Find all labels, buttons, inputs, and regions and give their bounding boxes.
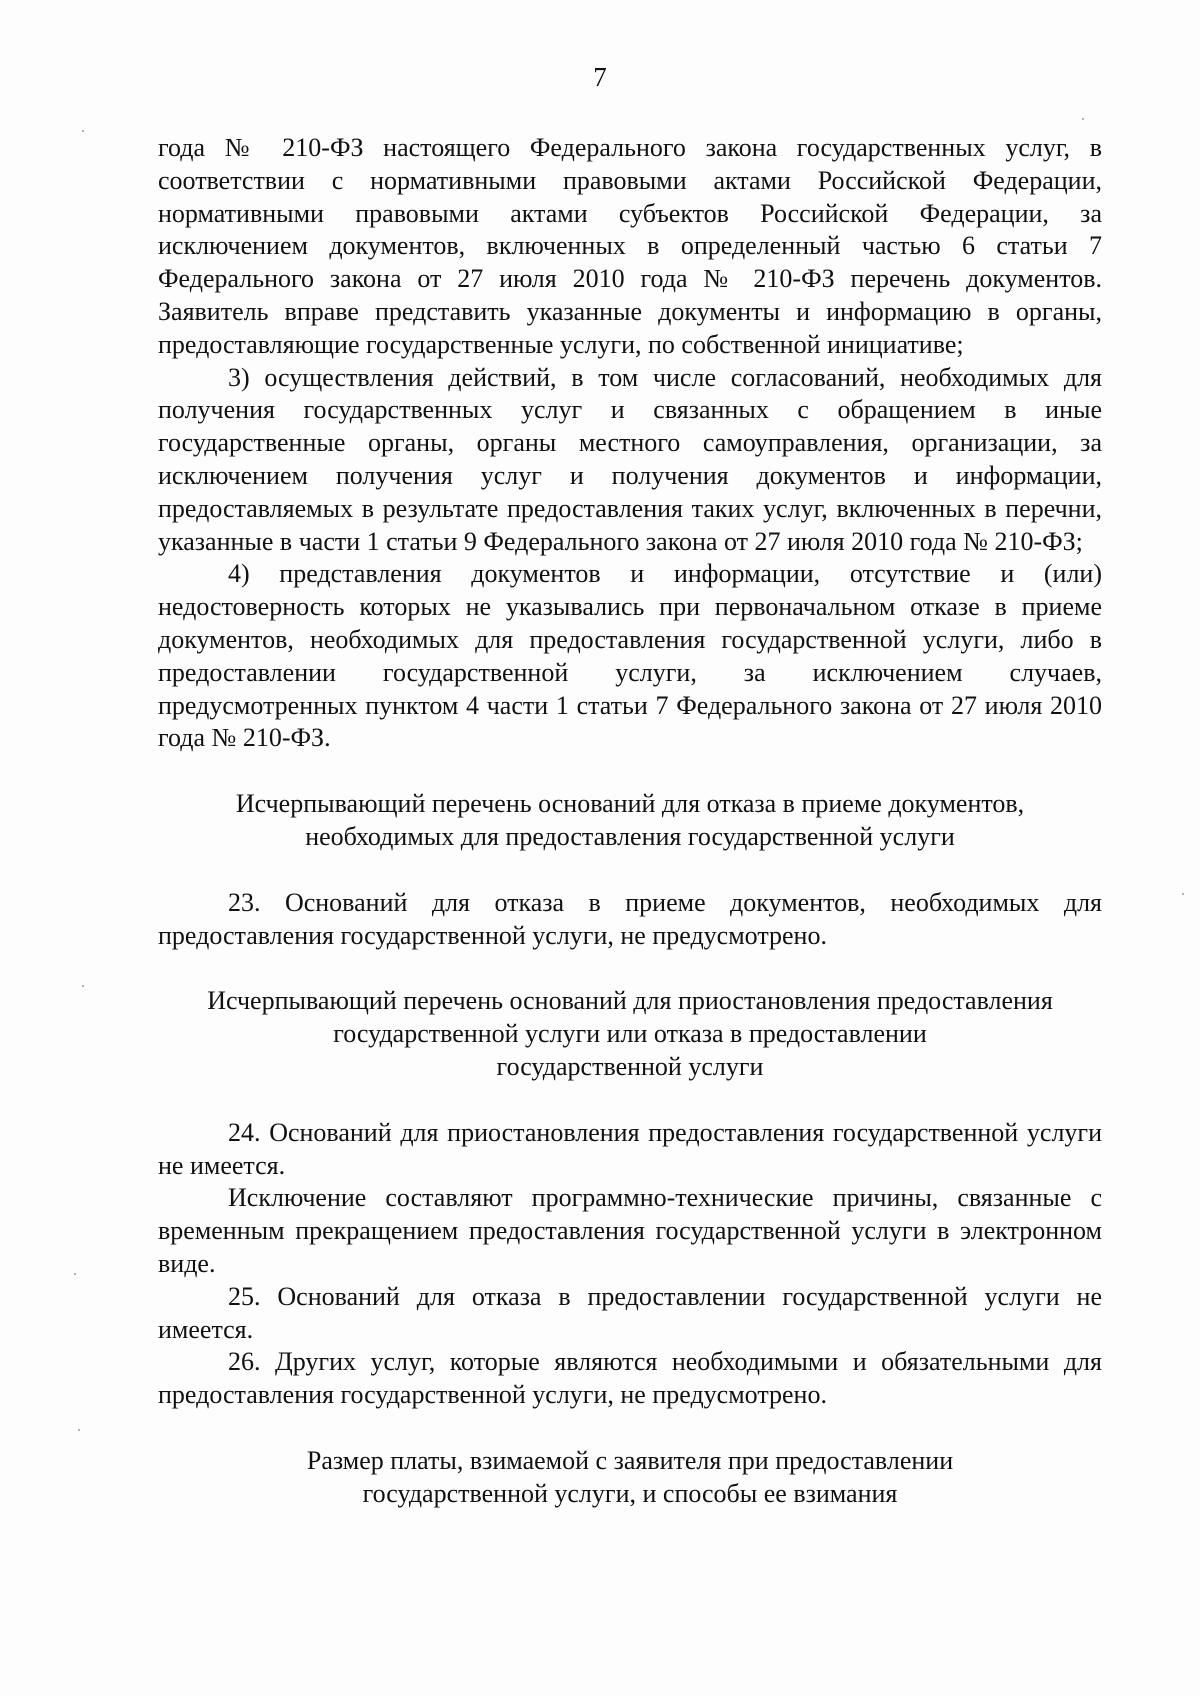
heading-line: Исчерпывающий перечень оснований для приостановления предоставления <box>207 986 1053 1016</box>
paragraph-item-25: 25. Оснований для отказа в предоставлении государственной услуги не имеется. <box>158 1281 1102 1344</box>
paragraph-item-23: 23. Оснований для отказа в приеме документов, необходимых для предоставления государственной услуги, не предусмотрено. <box>158 887 1102 950</box>
section-heading-fee <box>158 1445 1102 1511</box>
section-heading-refusal-documents <box>158 788 1102 854</box>
scan-speck <box>74 1273 76 1275</box>
scan-speck <box>1182 893 1184 895</box>
heading-line: государственной услуги <box>496 1051 764 1081</box>
heading-line: Исчерпывающий перечень оснований для отказа в приеме документов, <box>235 789 1025 819</box>
scan-speck <box>82 985 84 987</box>
heading-line: Размер платы, взимаемой с заявителя при предоставлении <box>306 1445 954 1475</box>
paragraph-item-24-exception: Исключение составляют программно-технические причины, связанные с временным прекращением предоставления государственной услуги в электронном виде. <box>158 1183 1102 1278</box>
section-heading-suspension <box>158 985 1102 1083</box>
scan-speck <box>82 130 84 132</box>
scan-speck <box>1082 118 1084 120</box>
heading-line: государственной услуги, и способы ее взимания <box>362 1478 898 1508</box>
page-number: 7 <box>593 62 607 92</box>
document-body <box>158 132 1102 1510</box>
scan-speck <box>78 1429 80 1431</box>
paragraph-item-3: 3) осуществления действий, в том числе согласований, необходимых для получения государственных услуг и связанных с обращением в иные государственные органы, органы местного самоуправления, организации, за исключением получения услуг и получения документов и информации, предоставляемых в результате предоставления таких услуг, включенных в перечни, указанные в части 1 статьи 9 Федерального закона от 27 июля 2010 года № 210-ФЗ; <box>158 362 1102 556</box>
paragraph-item-26: 26. Других услуг, которые являются необходимыми и обязательными для предоставления государственной услуги, не предусмотрено. <box>158 1347 1102 1410</box>
heading-line: государственной услуги или отказа в предоставлении <box>333 1019 927 1049</box>
heading-line: необходимых для предоставления государственной услуги <box>305 821 955 851</box>
paragraph-continuation: года № 210-ФЗ настоящего Федерального закона государственных услуг, в соответствии с нормативными правовыми актами Российской Федерации, нормативными правовыми актами субъектов Российской Федерации, за исключением документов, включенных в определенный частью 6 статьи 7 Федерального закона от 27 июля 2010 года № 210-ФЗ перечень документов. Заявитель вправе представить указанные документы и информацию в органы, предоставляющие государственные услуги, по собственной инициативе; <box>158 133 1102 359</box>
paragraph-item-24: 24. Оснований для приостановления предоставления государственной услуги не имеется. <box>158 1117 1102 1180</box>
paragraph-item-4: 4) представления документов и информации, отсутствие и (или) недостоверность которых не указывались при первоначальном отказе в приеме документов, необходимых для предоставления государственной услуги, либо в предоставлении государственной услуги, за исключением случаев, предусмотренных пунктом 4 части 1 статьи 7 Федерального закона от 27 июля 2010 года № 210-ФЗ. <box>158 559 1102 753</box>
